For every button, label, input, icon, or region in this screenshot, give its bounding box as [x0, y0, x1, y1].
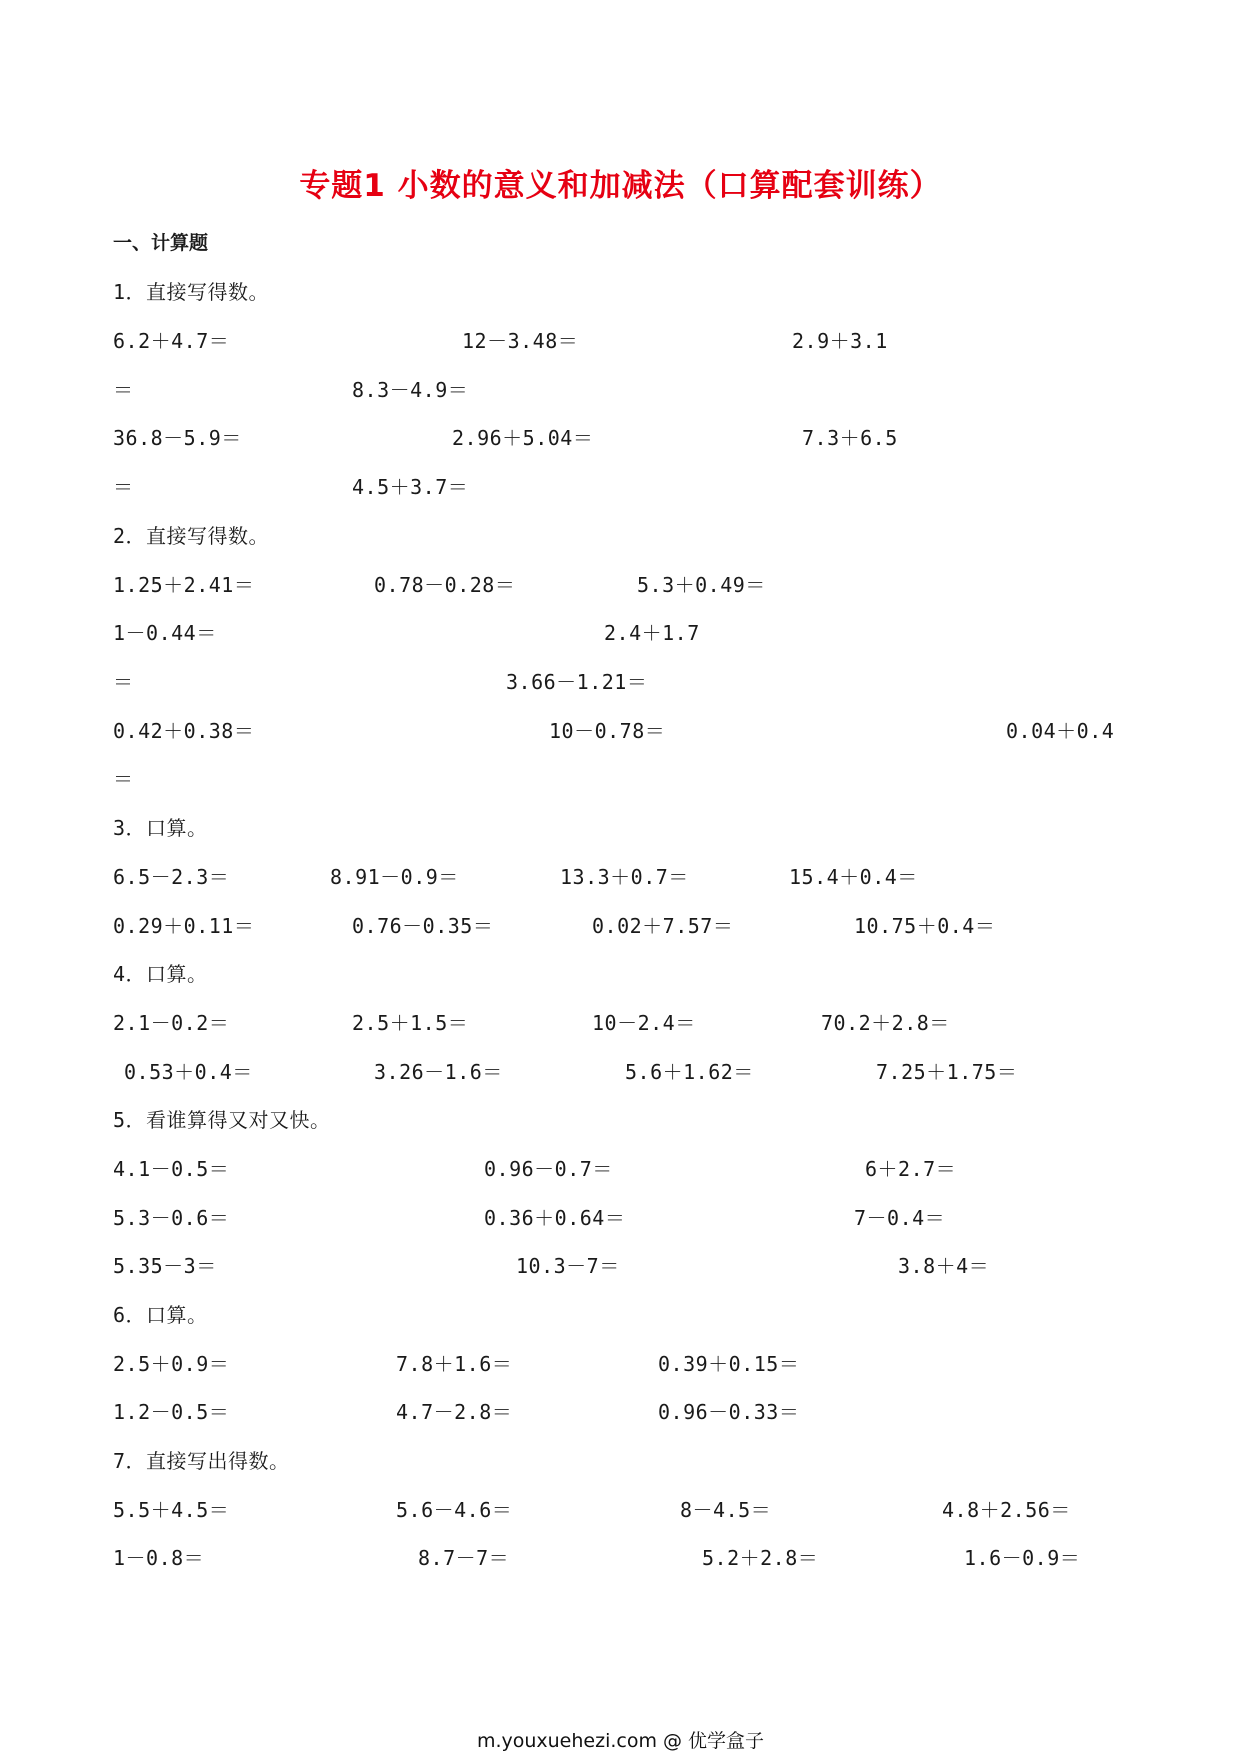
- question-prompt: 2．直接写得数。: [113, 524, 270, 548]
- arithmetic-item: 4.1－0.5＝: [113, 1157, 230, 1181]
- arithmetic-item: 1－0.44＝: [113, 621, 217, 645]
- arithmetic-item: 10.75＋0.4＝: [854, 914, 996, 938]
- arithmetic-item: 2.9＋3.1: [792, 329, 888, 353]
- arithmetic-item: 0.76－0.35＝: [352, 914, 494, 938]
- arithmetic-item: 0.96－0.7＝: [484, 1157, 613, 1181]
- arithmetic-item: 1.2－0.5＝: [113, 1400, 230, 1424]
- arithmetic-item: 15.4＋0.4＝: [789, 865, 918, 889]
- arithmetic-item: 2.5＋1.5＝: [352, 1011, 469, 1035]
- arithmetic-item: 0.29＋0.11＝: [113, 914, 255, 938]
- arithmetic-item: 8.7－7＝: [418, 1546, 510, 1570]
- arithmetic-item: 2.4＋1.7: [604, 621, 700, 645]
- arithmetic-item: 3.66－1.21＝: [506, 670, 648, 694]
- arithmetic-item: 0.02＋7.57＝: [592, 914, 734, 938]
- arithmetic-item: 1－0.8＝: [113, 1546, 205, 1570]
- arithmetic-item: 0.42＋0.38＝: [113, 719, 255, 743]
- arithmetic-item: ＝: [113, 378, 134, 402]
- arithmetic-item: 5.35－3＝: [113, 1254, 217, 1278]
- arithmetic-item: 6.5－2.3＝: [113, 865, 230, 889]
- arithmetic-item: 5.6－4.6＝: [396, 1498, 513, 1522]
- arithmetic-item: 10－0.78＝: [549, 719, 666, 743]
- question-prompt: 1．直接写得数。: [113, 280, 270, 304]
- arithmetic-item: 8－4.5＝: [680, 1498, 772, 1522]
- arithmetic-item: 10－2.4＝: [592, 1011, 696, 1035]
- arithmetic-item: 3.26－1.6＝: [374, 1060, 503, 1084]
- arithmetic-item: ＝: [113, 767, 134, 791]
- arithmetic-item: 6＋2.7＝: [865, 1157, 957, 1181]
- arithmetic-item: 0.78－0.28＝: [374, 573, 516, 597]
- arithmetic-item: 8.91－0.9＝: [330, 865, 459, 889]
- arithmetic-item: 7－0.4＝: [854, 1206, 946, 1230]
- arithmetic-item: 0.39＋0.15＝: [658, 1352, 800, 1376]
- arithmetic-item: 0.53＋0.4＝: [124, 1060, 253, 1084]
- arithmetic-item: 6.2＋4.7＝: [113, 329, 230, 353]
- arithmetic-item: 12－3.48＝: [462, 329, 579, 353]
- arithmetic-item: ＝: [113, 475, 134, 499]
- arithmetic-item: 2.96＋5.04＝: [452, 426, 594, 450]
- arithmetic-item: 5.3－0.6＝: [113, 1206, 230, 1230]
- arithmetic-item: 0.96－0.33＝: [658, 1400, 800, 1424]
- arithmetic-item: 0.36＋0.64＝: [484, 1206, 626, 1230]
- arithmetic-item: 3.8＋4＝: [898, 1254, 990, 1278]
- arithmetic-item: 5.6＋1.62＝: [625, 1060, 754, 1084]
- section-heading: 一、计算题: [113, 232, 209, 254]
- arithmetic-item: 1.6－0.9＝: [964, 1546, 1081, 1570]
- arithmetic-item: 70.2＋2.8＝: [821, 1011, 950, 1035]
- page-title: 专题1 小数的意义和加减法（口算配套训练）: [299, 168, 942, 204]
- question-prompt: 3．口算。: [113, 816, 208, 840]
- arithmetic-item: 4.7－2.8＝: [396, 1400, 513, 1424]
- arithmetic-item: ＝: [113, 670, 134, 694]
- arithmetic-item: 1.25＋2.41＝: [113, 573, 255, 597]
- arithmetic-item: 5.5＋4.5＝: [113, 1498, 230, 1522]
- arithmetic-item: 5.3＋0.49＝: [637, 573, 766, 597]
- arithmetic-item: 4.5＋3.7＝: [352, 475, 469, 499]
- question-prompt: 7．直接写出得数。: [113, 1449, 290, 1473]
- arithmetic-item: 7.25＋1.75＝: [876, 1060, 1018, 1084]
- question-prompt: 4．口算。: [113, 962, 208, 986]
- arithmetic-item: 13.3＋0.7＝: [560, 865, 689, 889]
- arithmetic-item: 36.8－5.9＝: [113, 426, 242, 450]
- arithmetic-item: 5.2＋2.8＝: [702, 1546, 819, 1570]
- arithmetic-item: 7.8＋1.6＝: [396, 1352, 513, 1376]
- arithmetic-item: 2.5＋0.9＝: [113, 1352, 230, 1376]
- footer-watermark: m.youxuehezi.com @ 优学盒子: [476, 1730, 765, 1752]
- arithmetic-item: 7.3＋6.5: [802, 426, 898, 450]
- question-prompt: 5．看谁算得又对又快。: [113, 1108, 331, 1132]
- question-prompt: 6．口算。: [113, 1303, 208, 1327]
- arithmetic-item: 8.3－4.9＝: [352, 378, 469, 402]
- arithmetic-item: 10.3－7＝: [516, 1254, 620, 1278]
- arithmetic-item: 4.8＋2.56＝: [942, 1498, 1071, 1522]
- arithmetic-item: 2.1－0.2＝: [113, 1011, 230, 1035]
- arithmetic-item: 0.04＋0.4: [1006, 719, 1115, 743]
